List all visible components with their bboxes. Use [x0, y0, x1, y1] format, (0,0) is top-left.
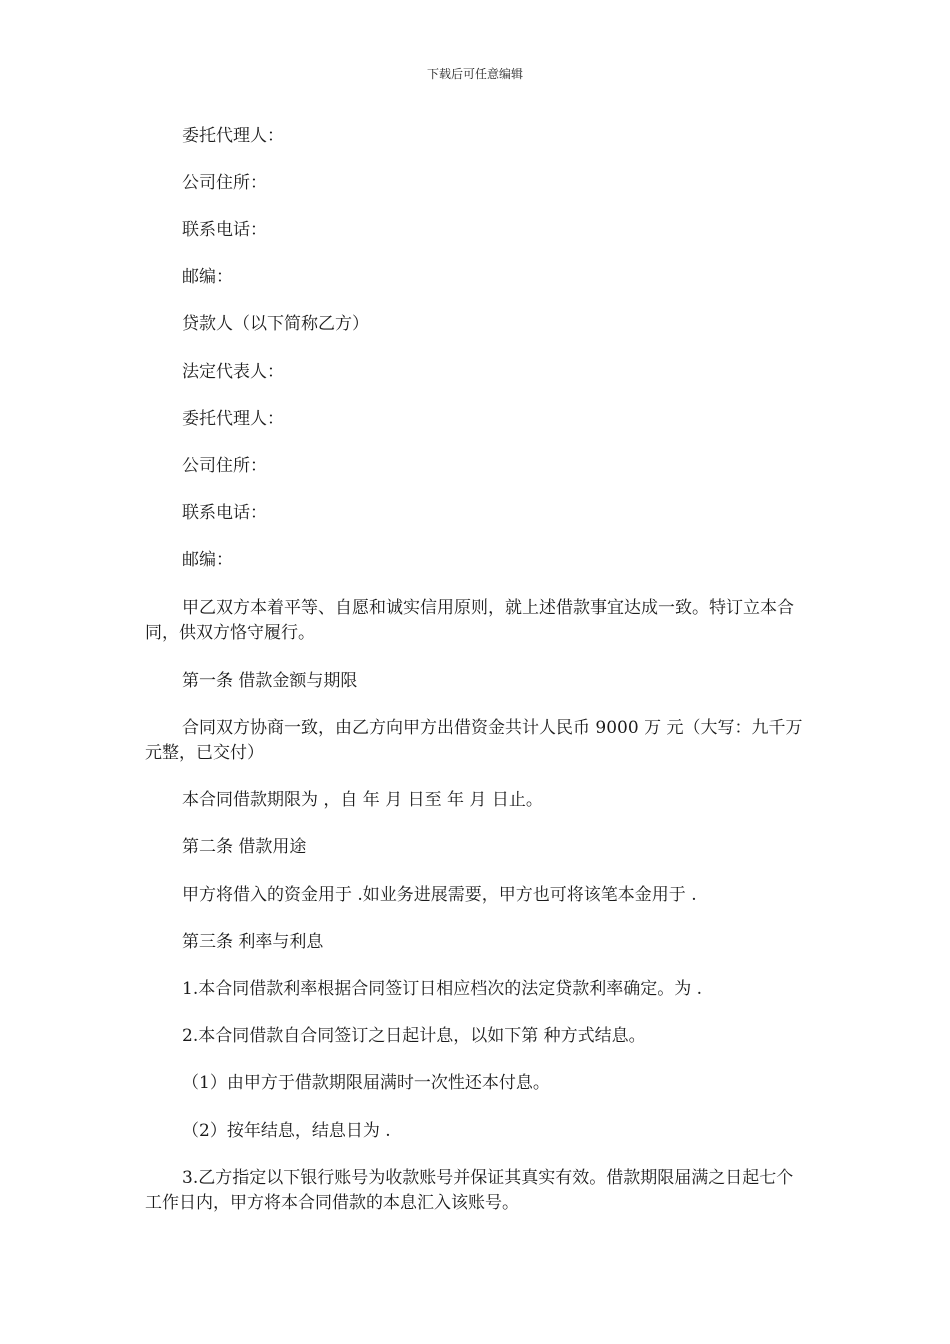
page-header-note: 下载后可任意编辑 — [426, 67, 523, 81]
article-1-heading: 第一条 借款金额与期限 — [182, 671, 358, 691]
paragraph-agent-2: 委托代理人： — [182, 409, 284, 429]
paragraph-preamble: 甲乙双方本着平等、自愿和诚实信用原则，就上述借款事宜达成一致。特订立本合同，供双方恪守履行。 — [145, 598, 794, 643]
paragraph-postcode-1: 邮编： — [182, 267, 233, 287]
paragraph-agent-1: 委托代理人： — [182, 126, 284, 146]
paragraph-loan-purpose: 甲方将借入的资金用于 .如业务进展需要，甲方也可将该笔本金用于 . — [182, 885, 697, 905]
paragraph-phone-1: 联系电话： — [182, 220, 267, 240]
paragraph-lender-title: 贷款人（以下简称乙方） — [182, 314, 369, 334]
paragraph-option-2: （2）按年结息，结息日为 . — [182, 1121, 391, 1141]
paragraph-address-2: 公司住所： — [182, 456, 267, 476]
paragraph-interest-rate: 1.本合同借款利率根据合同签订日相应档次的法定贷款利率确定。为 . — [182, 979, 703, 999]
paragraph-bank-account: 3.乙方指定以下银行账号为收款账号并保证其真实有效。借款期限届满之日起七个工作日内，甲方将本合同借款的本息汇入该账号。 — [145, 1168, 794, 1213]
paragraph-legal-rep: 法定代表人： — [182, 362, 284, 382]
paragraph-phone-2: 联系电话： — [182, 503, 267, 523]
article-3-heading: 第三条 利率与利息 — [182, 932, 324, 952]
paragraph-loan-term: 本合同借款期限为 ，自 年 月 日至 年 月 日止。 — [182, 790, 543, 810]
paragraph-loan-amount: 合同双方协商一致，由乙方向甲方出借资金共计人民币 9000 万 元（大写：九千万元整，已交付） — [145, 718, 803, 763]
paragraph-option-1: （1）由甲方于借款期限届满时一次性还本付息。 — [182, 1073, 550, 1093]
paragraph-interest-start: 2.本合同借款自合同签订之日起计息，以如下第 种方式结息。 — [182, 1026, 646, 1046]
paragraph-address-1: 公司住所： — [182, 173, 267, 193]
paragraph-postcode-2: 邮编： — [182, 550, 233, 570]
article-2-heading: 第二条 借款用途 — [182, 837, 307, 857]
